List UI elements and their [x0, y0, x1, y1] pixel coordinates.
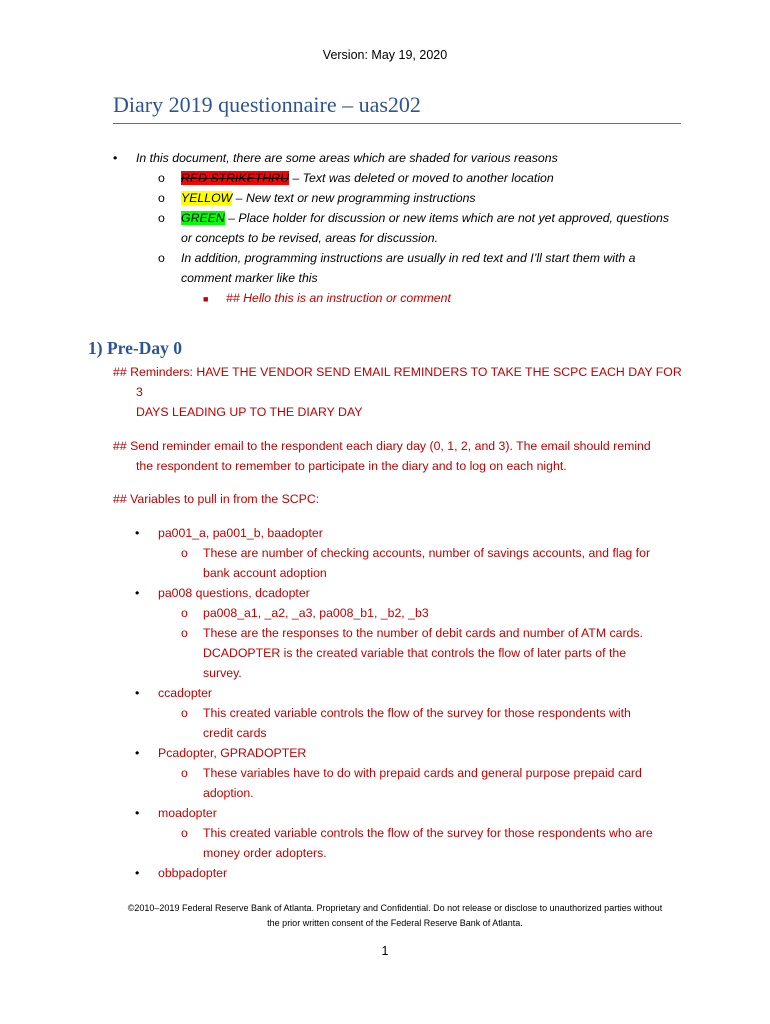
bullet-icon: • [135, 586, 140, 600]
legend-item-yellow [113, 188, 688, 208]
variable-sub-text: This created variable controls the flow of the survey for those respondents with [203, 706, 631, 720]
variable-sub-item [113, 703, 683, 723]
circle-bullet-icon: o [181, 626, 188, 640]
legend-example-text: ## Hello this is an instruction or comment [226, 291, 451, 305]
circle-bullet-icon: o [158, 251, 165, 265]
version-header: Version: May 19, 2020 [322, 48, 448, 62]
section-body [113, 362, 683, 883]
variable-sub-item-cont [113, 563, 683, 583]
variable-name: Pcadopter, GPRADOPTER [158, 746, 307, 760]
reminder-line: DAYS LEADING UP TO THE DIARY DAY [136, 405, 363, 419]
legend-intro-item [113, 148, 688, 168]
variable-sub-text: DCADOPTER is the created variable that controls the flow of later parts of the [203, 646, 627, 660]
reminder-instruction [113, 362, 683, 422]
variables-intro: ## Variables to pull in from the SCPC: [113, 492, 320, 506]
variable-name: moadopter [158, 806, 217, 820]
legend-item-green [113, 208, 688, 228]
square-bullet-icon: ■ [203, 294, 209, 304]
variable-sub-text: pa008_a1, _a2, _a3, pa008_b1, _b2, _b3 [203, 606, 429, 620]
variable-name: ccadopter [158, 686, 213, 700]
legend-item-text: – Text was deleted or moved to another location [288, 171, 554, 185]
legend-section [113, 148, 688, 308]
variable-sub-item-cont [113, 723, 683, 743]
send-instruction [113, 436, 683, 476]
variable-sub-text: These are number of checking accounts, number of savings accounts, and flag for [203, 546, 651, 560]
variable-sub-text: These are the responses to the number of debit cards and number of ATM cards. [203, 626, 643, 640]
circle-bullet-icon: o [158, 191, 165, 205]
bullet-icon: • [135, 866, 140, 880]
variable-item [113, 803, 683, 823]
variable-item [113, 523, 683, 543]
bullet-icon: • [135, 806, 140, 820]
variable-sub-item-cont [113, 663, 683, 683]
variable-item [113, 743, 683, 763]
variable-sub-item [113, 763, 683, 783]
bullet-icon: • [135, 526, 140, 540]
variable-sub-text: credit cards [203, 726, 267, 740]
legend-item-text: – New text or new programming instructions [232, 191, 476, 205]
variable-item [113, 583, 683, 603]
legend-example-item [113, 288, 688, 308]
variable-sub-text: adoption. [203, 786, 254, 800]
legend-addition-text: In addition, programming instructions are usually in red text and I’ll start them with a [181, 251, 636, 265]
variable-sub-text: This created variable controls the flow of the survey for those respondents who are [203, 826, 653, 840]
send-line: the respondent to remember to participate in the diary and to log on each night. [136, 459, 567, 473]
footer-copyright [110, 901, 680, 931]
footer-line: the prior written consent of the Federal Reserve Bank of Atlanta. [267, 918, 523, 928]
variable-sub-item-cont [113, 783, 683, 803]
legend-item-text: – Place holder for discussion or new items which are not yet approved, questions [224, 211, 670, 225]
variable-name: pa001_a, pa001_b, baadopter [158, 526, 323, 540]
green-marker: GREEN [181, 211, 225, 225]
variable-sub-item [113, 623, 683, 643]
reminder-line: ## Reminders: HAVE THE VENDOR SEND EMAIL REMINDERS TO TAKE THE SCPC EACH DAY FOR 3 [113, 365, 682, 399]
bullet-icon: • [135, 746, 140, 760]
circle-bullet-icon: o [181, 606, 188, 620]
document-title: Diary 2019 questionnaire – uas202 [113, 92, 681, 124]
variable-sub-item [113, 823, 683, 843]
legend-item-green-cont: or concepts to be revised, areas for discussion. [181, 231, 438, 245]
variable-sub-text: bank account adoption [203, 566, 327, 580]
yellow-marker: YELLOW [181, 191, 233, 205]
red-strikethru-marker: RED STRIKETHRU [181, 171, 289, 185]
variable-sub-item-cont [113, 843, 683, 863]
legend-item-red [113, 168, 688, 188]
send-line: ## Send reminder email to the respondent each diary day (0, 1, 2, and 3). The email should remind [113, 439, 651, 453]
circle-bullet-icon: o [158, 211, 165, 225]
section-heading: 1) Pre-Day 0 [88, 338, 182, 358]
variable-sub-item [113, 603, 683, 623]
circle-bullet-icon: o [181, 826, 188, 840]
variable-sub-text: These variables have to do with prepaid cards and general purpose prepaid card [203, 766, 642, 780]
legend-addition-item [113, 248, 688, 268]
variable-item [113, 683, 683, 703]
circle-bullet-icon: o [181, 546, 188, 560]
page-number: 1 [381, 944, 389, 958]
circle-bullet-icon: o [181, 706, 188, 720]
circle-bullet-icon: o [158, 171, 165, 185]
variables-list [113, 523, 683, 883]
footer-line: ©2010–2019 Federal Reserve Bank of Atlanta. Proprietary and Confidential. Do not release or disclose to unauthorized parties without [127, 903, 663, 913]
variable-sub-item [113, 543, 683, 563]
circle-bullet-icon: o [181, 766, 188, 780]
variable-name: pa008 questions, dcadopter [158, 586, 310, 600]
variable-sub-text: money order adopters. [203, 846, 327, 860]
variable-item [113, 863, 683, 883]
variable-sub-text: survey. [203, 666, 242, 680]
variable-name: obbpadopter [158, 866, 228, 880]
legend-addition-cont: comment marker like this [181, 271, 318, 285]
legend-intro-text: In this document, there are some areas which are shaded for various reasons [136, 151, 558, 165]
bullet-icon: • [135, 686, 140, 700]
variable-sub-item-cont [113, 643, 683, 663]
bullet-icon: • [113, 151, 118, 165]
